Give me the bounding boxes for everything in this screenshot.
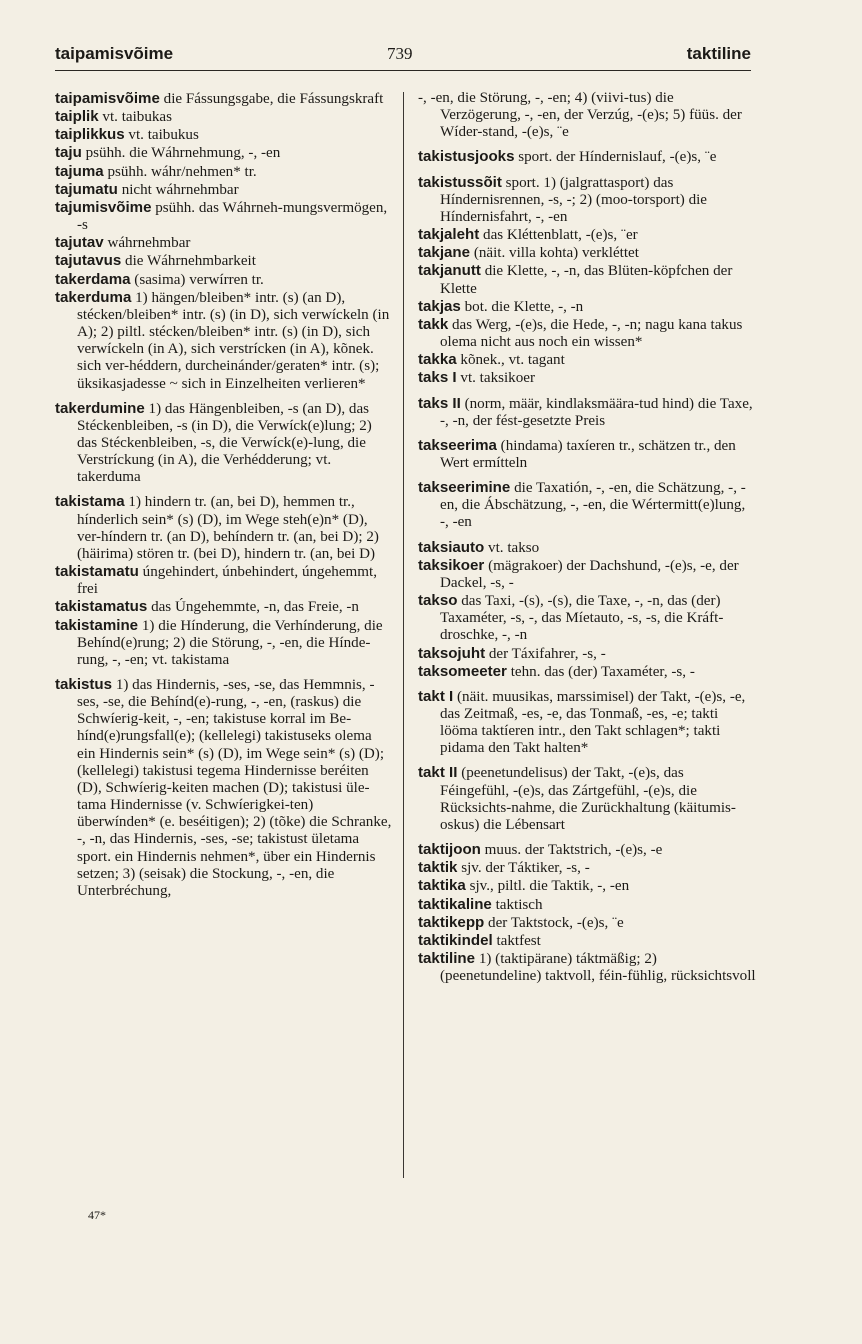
dictionary-entry [418, 539, 756, 557]
left-column [55, 90, 393, 900]
entry-headword: takistamatus [55, 598, 148, 616]
entry-headword: takjas [418, 297, 461, 315]
dictionary-entry [55, 289, 393, 393]
entry-headword: tajumisvõime [55, 198, 152, 216]
dictionary-entry [418, 244, 756, 262]
entry-headword: taktiline [418, 950, 476, 968]
entry-headword: takerdama [55, 270, 131, 288]
entry-body: -, -en, die Störung, -, -en; 4) (viivi-tus) die Verzögerung, -, -en, der Verzúg, -(e)s; 5) füüs. der Wíder-stand, -(e)s, ¨e [418, 90, 742, 141]
right-running-headword: taktiline [686, 44, 751, 63]
dictionary-entry [418, 645, 756, 663]
entry-headword: taksikoer [418, 556, 485, 574]
dictionary-entry [55, 163, 393, 181]
entry-body: 1) hängen/bleiben* intr. (s) (an D), stécken/bleiben* intr. (s) (in D), sich verwíckeln (in A); 2) piltl. stécken/bleiben* intr. (s) (in D), sich verwíckeln (in A), sich verstrícken (in A), kõnek. sich ver-héddern, durcheinánder/geraten* intr. (s); üksikasjadesse ~ sich in Einzelheiten verlieren* [77, 289, 390, 392]
dictionary-entry [418, 950, 756, 985]
entry-headword: taks I [418, 369, 457, 387]
entry-headword: takseerimine [418, 479, 511, 497]
dictionary-entry [418, 592, 756, 644]
entry-body: nicht wáhrnehmbar [121, 181, 239, 198]
entry-headword: taksomeeter [418, 662, 507, 680]
entry-body: úngehindert, únbehindert, úngehemmt, frei [77, 564, 377, 598]
entry-headword: takjanutt [418, 262, 481, 280]
dictionary-entry [55, 252, 393, 270]
entry-headword: takistussõit [418, 173, 502, 191]
dictionary-entry [55, 271, 393, 289]
entry-headword: takjaleht [418, 226, 480, 244]
entry-body: 1) hindern tr. (an, bei D), hemmen tr., hínderlich sein* (s) (D), im Wege steh(e)n* (D), ver-híndern tr. (an D), behíndern tr. (an, bei D); 2) (häirima) stören tr. (bei D), hindern tr. (an, bei D) [77, 494, 379, 562]
entry-body: 1) die Hínderung, die Verhínderung, die Behínd(e)rung; 2) die Störung, -, -en, die Hínde-rung, -, -en; vt. takistama [77, 617, 383, 668]
entry-body: 1) das Hängenbleiben, -s (an D), das Stéckenbleiben, -s (in D), die Verwíck(e)lung; 2) das Stéckenbleiben, -s, die Verwíck(e)-lung, die Verstríckung (in A), die Verhédderung; vt. takerduma [77, 400, 372, 486]
entry-body: taktfest [496, 932, 541, 949]
dictionary-entry [55, 126, 393, 144]
entry-headword: taktijoon [418, 841, 481, 859]
dictionary-entry [418, 877, 756, 895]
entry-body: bot. die Klette, -, -n [464, 298, 584, 315]
dictionary-entry [418, 859, 756, 877]
dictionary-entry [418, 316, 756, 351]
entry-body: das Werg, -(e)s, die Hede, -, -n; nagu kana takus olema nicht aus noch ein wissen* [440, 316, 743, 351]
signature-mark: 47* [88, 1208, 106, 1222]
entry-body: (peenetundelisus) der Takt, -(e)s, das Féingefühl, -(e)s, das Zártgefühl, -(e)s, die Rücksichts-nahme, die Zurückhaltung (käitumis-oskus) die Lébensart [440, 765, 736, 833]
entry-headword: taks II [418, 394, 461, 412]
entry-body: vt. takso [488, 539, 540, 556]
entry-body: psühh. wáhr/nehmen* tr. [107, 163, 257, 180]
entry-headword: takerduma [55, 288, 132, 306]
entry-body: sjv., piltl. die Taktik, -, -en [469, 878, 630, 895]
dictionary-entry [418, 437, 756, 472]
entry-headword: taksiauto [418, 538, 485, 556]
entry-headword: takistusjooks [418, 148, 515, 166]
entry-headword: takistus [55, 676, 113, 693]
entry-body: der Taktstock, -(e)s, ¨e [488, 914, 624, 931]
entry-headword: taiplikkus [55, 126, 125, 144]
entry-body: (mägrakoer) der Dachshund, -(e)s, -e, der Dackel, -s, - [440, 557, 739, 591]
dictionary-entry [55, 676, 393, 900]
entry-body: (näit. muusikas, marssimisel) der Takt, -(e)s, -e, das Zeitmaß, -es, -e, das Tonmaß, -es, -e; takti lööma taktíeren intr., den Takt schlagen*; takti pidama den Takt halten* [440, 688, 746, 757]
dictionary-entry [55, 181, 393, 199]
dictionary-entry [418, 395, 756, 430]
dictionary-entry [418, 298, 756, 316]
dictionary-entry [418, 663, 756, 681]
entry-headword: takistamatu [55, 563, 139, 581]
entry-headword: tajumatu [55, 180, 118, 198]
entry-body: taktisch [495, 896, 543, 913]
entry-headword: takseerima [418, 436, 497, 454]
dictionary-entry [55, 598, 393, 616]
dictionary-entry [55, 144, 393, 162]
entry-headword: takso [418, 592, 458, 610]
entry-body: (näit. villa kohta) verkléttet [473, 245, 639, 262]
dictionary-entry [55, 400, 393, 487]
entry-body: wáhrnehmbar [107, 235, 191, 252]
dictionary-entry [418, 479, 756, 531]
dictionary-entry [418, 896, 756, 914]
entry-headword: taktikindel [418, 931, 493, 949]
entry-headword: taktikaline [418, 895, 492, 913]
entry-body: 1) (taktipärane) táktmäßig; 2) (peenetundeline) taktvoll, féin-fühlig, rücksichtsvoll [440, 951, 756, 985]
dictionary-entry [55, 617, 393, 669]
entry-body: die Fássungsgabe, die Fássungskraft [163, 91, 384, 107]
dictionary-entry [418, 841, 756, 859]
entry-headword: tajutavus [55, 252, 122, 270]
dictionary-entry [418, 262, 756, 297]
entry-headword: tajuma [55, 162, 104, 180]
entry-headword: takistamine [55, 616, 139, 634]
dictionary-entry [418, 688, 756, 758]
entry-body: tehn. das (der) Taxaméter, -s, - [510, 663, 695, 680]
entry-body: (hindama) taxíeren tr., schätzen tr., den Wert ermítteln [440, 437, 736, 471]
entry-body: vt. taibukas [102, 109, 172, 126]
dictionary-entry [418, 351, 756, 369]
dictionary-entry [418, 148, 756, 166]
entry-headword: taksojuht [418, 644, 486, 662]
entry-headword: takerdumine [55, 399, 145, 417]
entry-body: sport. 1) (jalgrattasport) das Híndernisrennen, -s, -; 2) (moo-torsport) die Híndernisfahrt, -, -en [440, 174, 708, 225]
dictionary-entry [418, 914, 756, 932]
entry-body: vt. taksikoer [460, 370, 536, 387]
entry-headword: takt II [418, 764, 458, 782]
entry-headword: takistama [55, 493, 125, 511]
dictionary-entry [55, 234, 393, 252]
dictionary-entry [55, 108, 393, 126]
entry-headword: takt I [418, 687, 454, 705]
entry-body: muus. der Taktstrich, -(e)s, -e [484, 842, 663, 859]
entry-body: die Klette, -, -n, das Blüten-köpfchen der Klette [440, 263, 733, 297]
entry-body: (norm, määr, kindlaksmäära-tud hind) die Taxe, -, -n, der fést-gesetzte Preis [440, 395, 753, 429]
right-column [418, 90, 756, 985]
entry-headword: takka [418, 351, 457, 369]
entry-body: sjv. der Táktiker, -s, - [461, 860, 590, 877]
entry-body: der Táxifahrer, -s, - [488, 645, 606, 662]
entry-body: kõnek., vt. tagant [460, 352, 565, 369]
entry-headword: takk [418, 315, 449, 333]
entry-headword: takjane [418, 244, 471, 262]
left-running-headword: taipamisvõime [55, 44, 174, 63]
entry-body: das Kléttenblatt, -(e)s, ¨er [483, 227, 638, 244]
dictionary-entry [418, 764, 756, 834]
page-number: 739 [387, 44, 413, 63]
entry-body: vt. taibukus [128, 127, 199, 144]
entry-body: psühh. das Wáhrneh-mungsvermögen, -s [77, 199, 388, 234]
entry-headword: taju [55, 144, 82, 162]
entry-headword: taktika [418, 877, 466, 895]
dictionary-entry [418, 932, 756, 950]
entry-body: die Wáhrnehmbarkeit [125, 253, 256, 270]
page-header [55, 42, 751, 71]
dictionary-entry [55, 563, 393, 598]
entry-body: die Taxatión, -, -en, die Schätzung, -, -en, die Ábschätzung, -, -en, die Wértermitt(e)lung, -, -en [440, 480, 746, 531]
entry-headword: taiplik [55, 108, 99, 126]
dictionary-entry [418, 174, 756, 226]
entry-headword: tajutav [55, 234, 104, 252]
entry-body: (sasima) verwírren tr. [134, 271, 264, 288]
entry-headword: taktikepp [418, 913, 485, 931]
dictionary-entry [55, 199, 393, 234]
entry-body: 1) das Hindernis, -ses, -se, das Hemmnis, -ses, -se, die Behínd(e)-rung, -, -en, (raskus) die Schwíerig-keit, -, -en; takistuse korral im Be-hínd(e)rungsfall(e); (kellelegi) takistuseks olema ein Hindernis sein* (s) (D), im Wege sein* (s) (D); (kellelegi) takistusi tegema Hindernisse beréiten (D), Schwíerig-keiten machen (D); takistusi üle-tama Hindernisse (v. Schwíerigkei-ten) überwínden* (e. beséitigen); 2) (tõke) die Schranke, -, -n, das Hindernis, -ses, -se; takistust ületama sport. ein Hindernis nehmen*, über ein Hindernis setzen; 3) (seisak) die Stockung, -, -en, die Unterbréchung, [77, 677, 392, 899]
entry-body: sport. der Híndernislauf, -(e)s, ¨e [518, 149, 717, 166]
dictionary-entry [418, 557, 756, 592]
column-divider [403, 92, 404, 1178]
dictionary-entry [418, 90, 756, 141]
dictionary-entry [418, 226, 756, 244]
entry-body: das Úngehemmte, -n, das Freie, -n [151, 599, 359, 616]
dictionary-entry [55, 90, 393, 108]
entry-headword: taipamisvõime [55, 90, 160, 107]
dictionary-entry [55, 493, 393, 563]
dictionary-entry [418, 369, 756, 387]
entry-body: das Taxi, -(s), -(s), die Taxe, -, -n, das (der) Taxaméter, -s, -, das Míetauto, -s, -s, die Kráft-droschke, -, -n [440, 593, 724, 644]
entry-headword: taktik [418, 859, 458, 877]
entry-body: psühh. die Wáhrnehmung, -, -en [85, 145, 281, 162]
